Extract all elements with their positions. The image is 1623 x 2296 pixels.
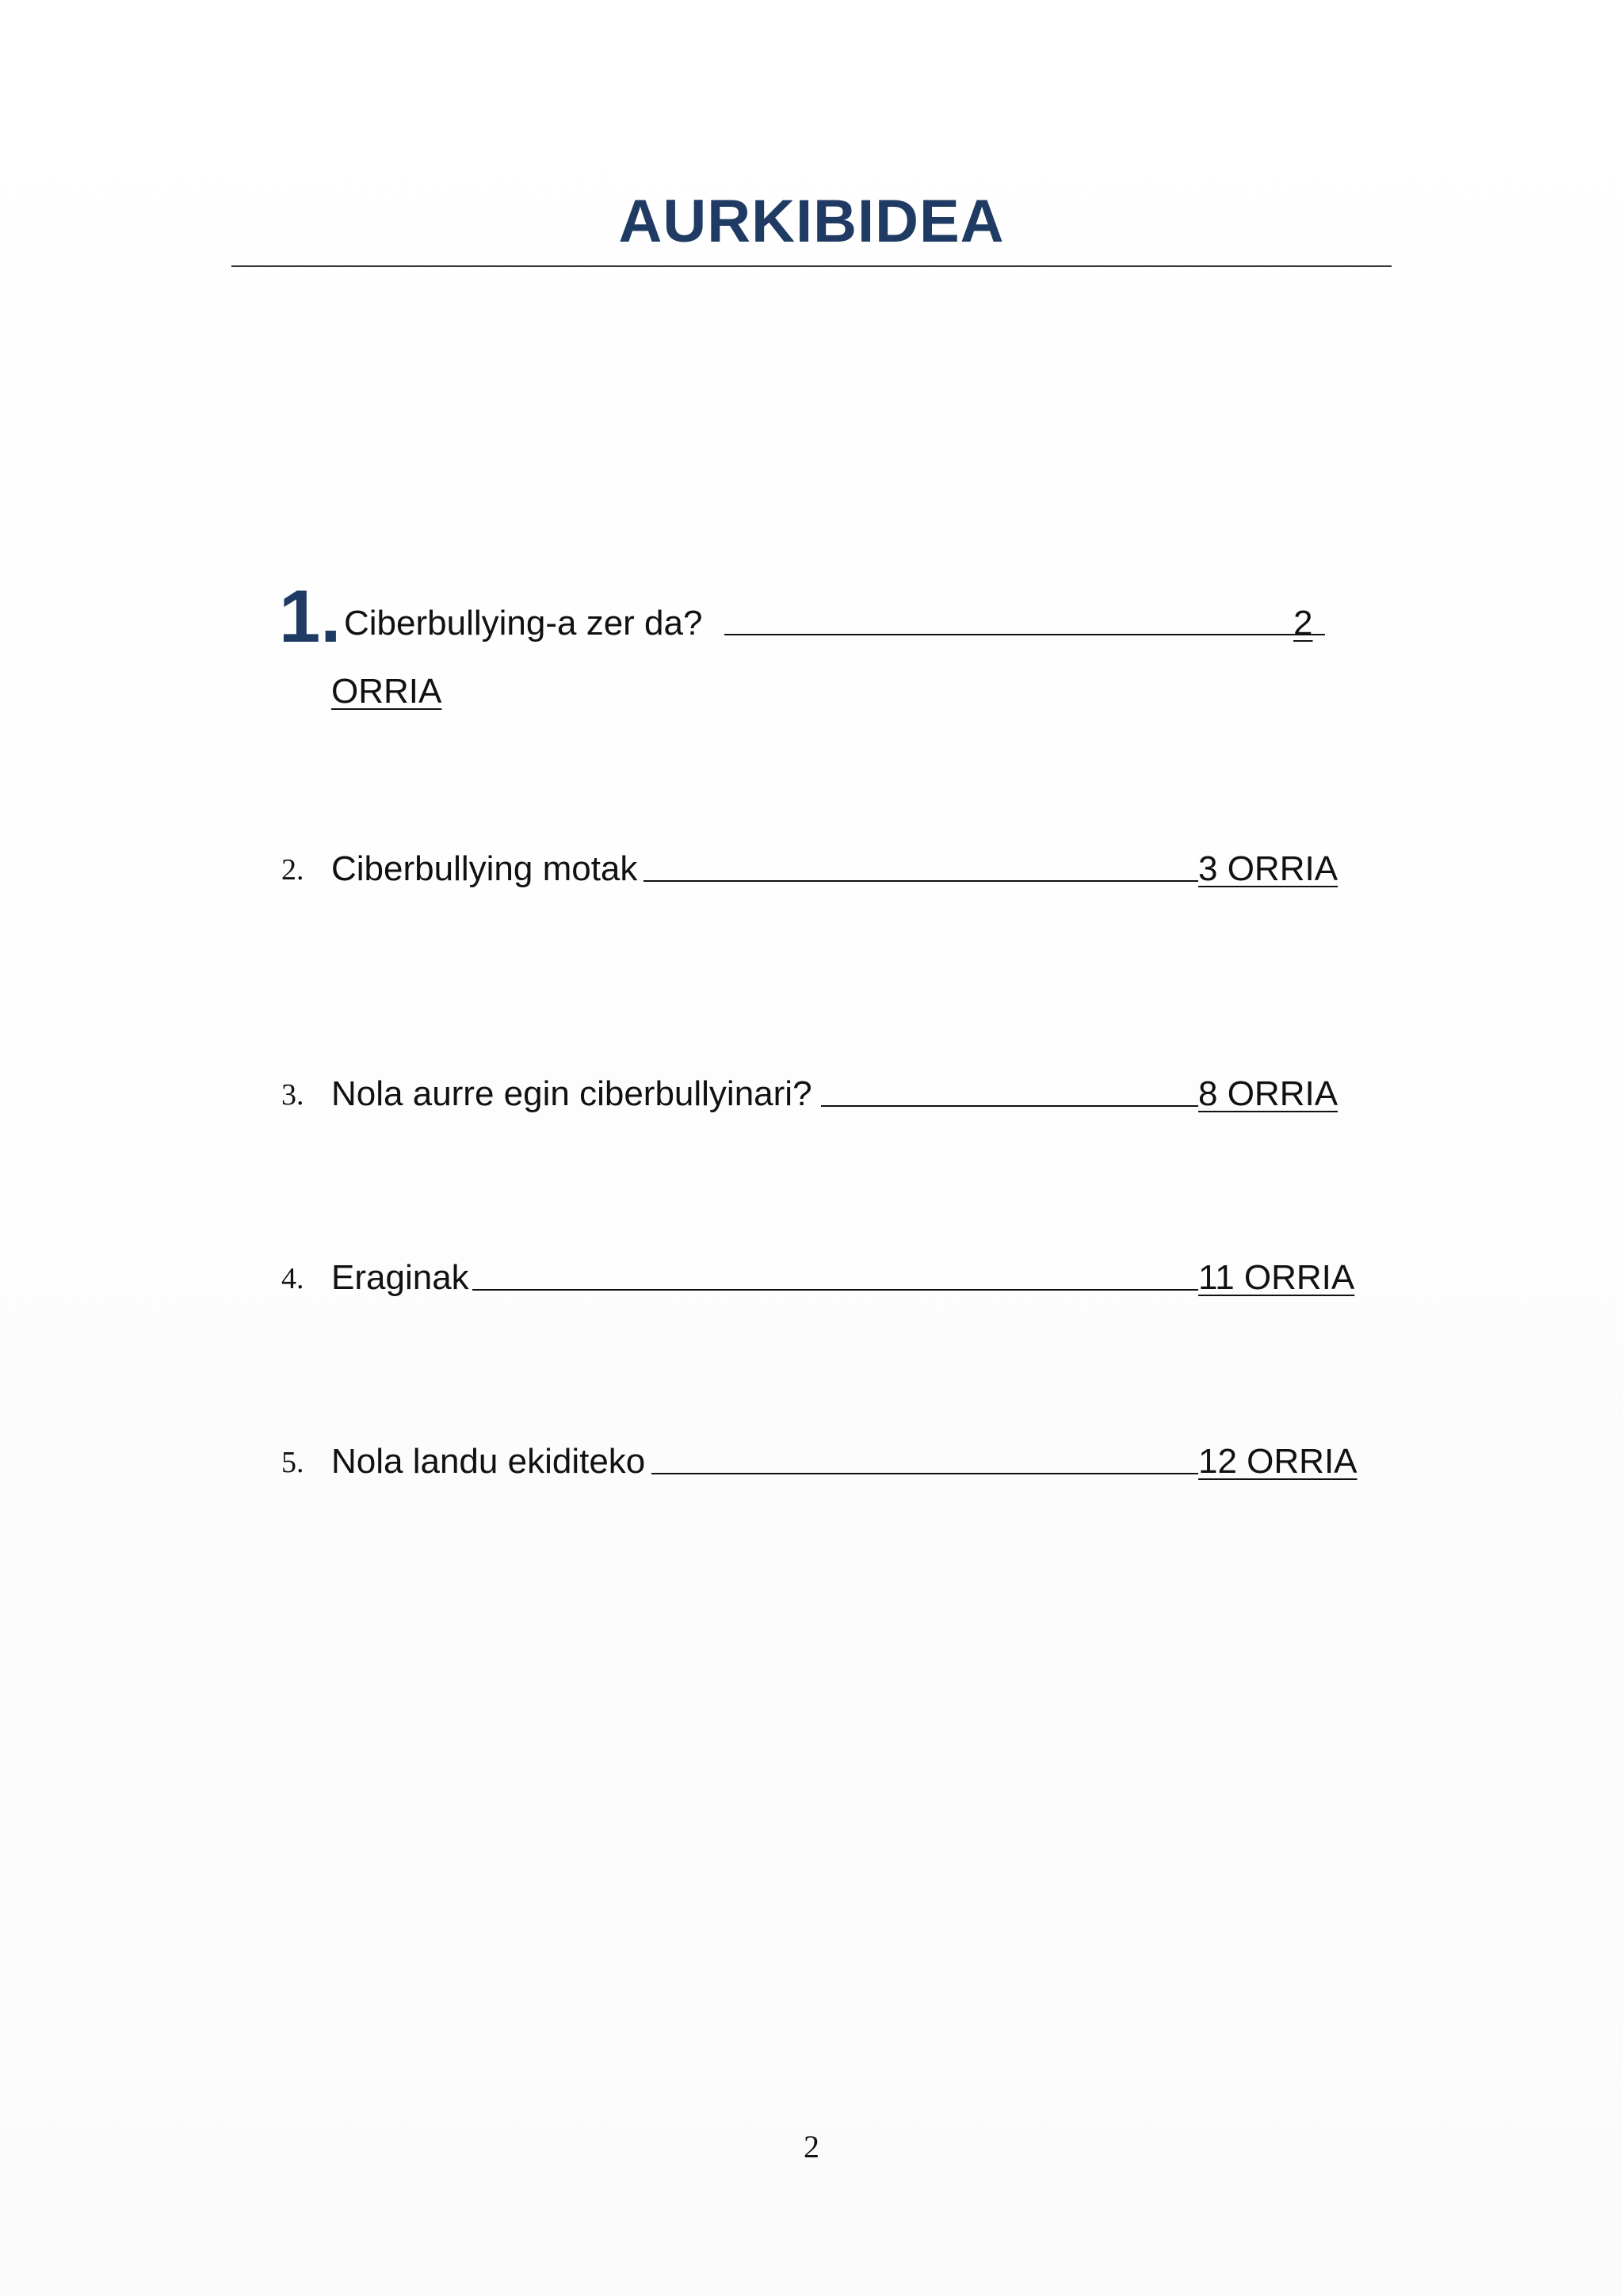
toc-page-ref: 2 (1293, 604, 1313, 643)
toc-entry-number: 2. (281, 853, 304, 887)
toc-leader-line (472, 1289, 1198, 1291)
toc-page-ref-continued: ORRIA (331, 672, 442, 711)
toc-entry-number: 3. (281, 1078, 304, 1112)
toc-entry-text: Ciberbullying motak (331, 849, 638, 888)
toc-entry-number: 5. (281, 1446, 304, 1479)
toc-leader-line (724, 634, 1325, 635)
toc-entry-number: 1. (279, 574, 342, 658)
toc-leader-line (651, 1473, 1198, 1474)
toc-entry-text: Nola aurre egin ciberbullyinari? (331, 1074, 812, 1113)
toc-leader-line (643, 880, 1198, 882)
toc-entry-text: Eraginak (331, 1258, 469, 1297)
toc-page-ref: 12 ORRIA (1198, 1442, 1358, 1481)
toc-page-ref: 8 ORRIA (1198, 1074, 1338, 1113)
page-number: 2 (804, 2129, 819, 2164)
toc-page-ref: 11 ORRIA (1198, 1258, 1355, 1297)
toc-entry-text: Ciberbullying-a zer da? (344, 604, 703, 643)
toc-entry-number: 4. (281, 1262, 304, 1295)
page-title: AURKIBIDEA (618, 188, 1005, 255)
title-divider (231, 265, 1392, 267)
toc-entry-text: Nola landu ekiditeko (331, 1442, 646, 1481)
toc-page-ref: 3 ORRIA (1198, 849, 1338, 888)
toc-leader-line (821, 1105, 1198, 1107)
